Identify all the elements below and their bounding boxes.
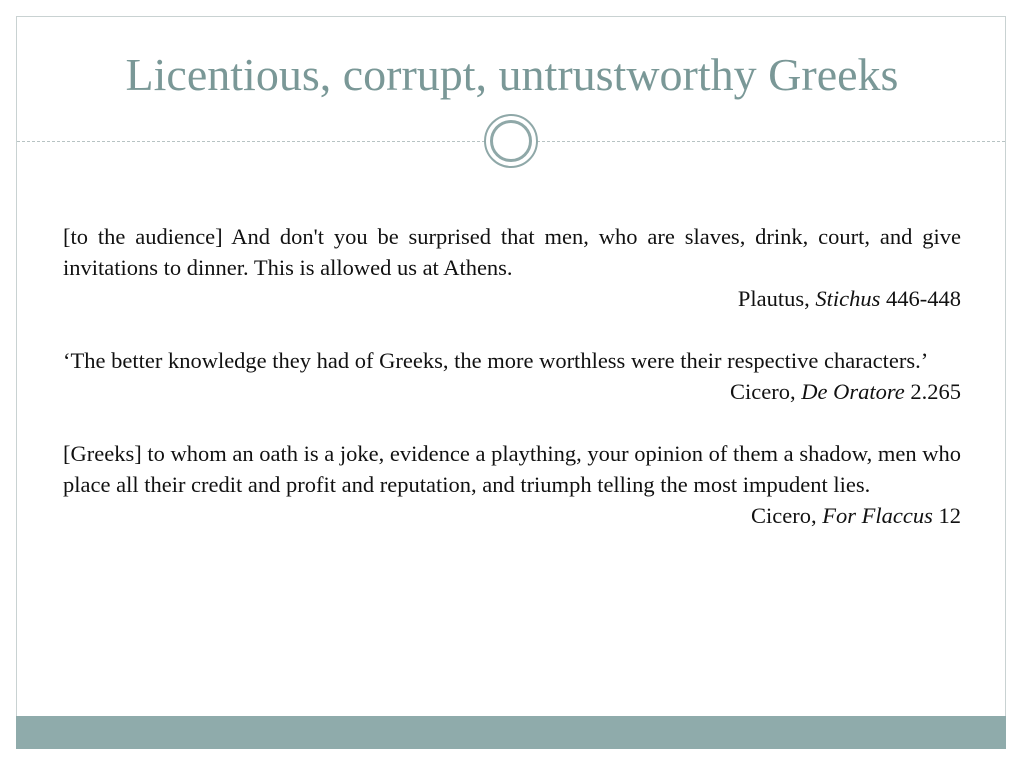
citation-work: De Oratore xyxy=(801,379,905,404)
citation-work: Stichus xyxy=(815,286,881,311)
quote-list xyxy=(63,221,961,562)
citation-author: Plautus, xyxy=(737,286,810,311)
quote-text: ‘The better knowledge they had of Greeks, the more worthless were their respective characters.’ xyxy=(63,348,929,373)
citation-ref: 12 xyxy=(938,503,961,528)
quote-text: [to the audience] And don't you be surprised that men, who are slaves, drink, court, and give invitations to dinner. This is allowed us at Athens. xyxy=(63,224,961,280)
quote-citation xyxy=(63,500,961,531)
ring-ornament-inner xyxy=(490,120,532,162)
citation-work: For Flaccus xyxy=(822,503,933,528)
citation-ref: 446-448 xyxy=(886,286,961,311)
quote-citation xyxy=(63,283,961,314)
citation-author: Cicero, xyxy=(751,503,817,528)
citation-author: Cicero, xyxy=(729,379,796,404)
footer-bar xyxy=(16,716,1006,749)
quote-citation xyxy=(63,376,961,407)
ring-ornament-icon xyxy=(484,114,538,168)
quote-text: [Greeks] to whom an oath is a joke, evidence a plaything, your opinion of them a shadow, men who place all their credit and profit and reputation, and triumph telling the most impudent lies. xyxy=(63,441,961,497)
citation-ref: 2.265 xyxy=(910,379,961,404)
slide-title: Licentious, corrupt, untrustworthy Greeks xyxy=(125,49,899,100)
